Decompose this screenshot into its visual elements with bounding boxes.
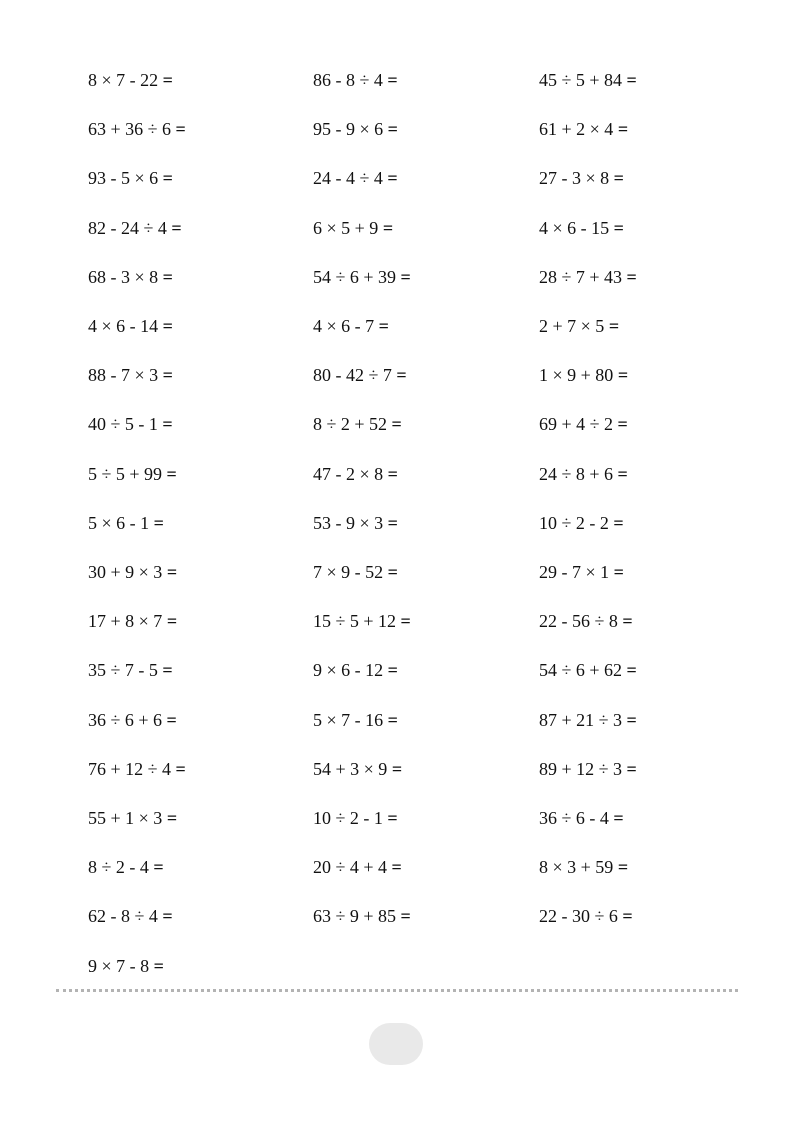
math-problem: 36 ÷ 6 - 4 = <box>539 808 624 828</box>
math-problem: 4 × 6 - 7 = <box>313 316 389 336</box>
math-problem: 8 × 3 + 59 = <box>539 857 629 878</box>
math-problem: 86 - 8 ÷ 4 = <box>313 70 398 90</box>
math-problem: 61 + 2 × 4 = <box>539 119 629 140</box>
math-problem: 10 ÷ 2 - 1 = <box>313 808 398 828</box>
math-problem: 4 × 6 - 14 = <box>88 316 173 336</box>
math-problem: 17 + 8 × 7 = <box>88 611 178 632</box>
math-problem: 24 ÷ 8 + 6 = <box>539 463 628 484</box>
math-problem: 63 ÷ 9 + 85 = <box>313 906 411 927</box>
math-problem: 7 × 9 - 52 = <box>313 562 398 582</box>
math-problem: 5 × 7 - 16 = <box>313 709 398 730</box>
math-problem: 6 × 5 + 9 = <box>313 217 394 238</box>
math-problem: 53 - 9 × 3 = <box>313 512 398 533</box>
math-problem: 5 × 6 - 1 = <box>88 512 164 533</box>
math-problem: 27 - 3 × 8 = <box>539 168 624 189</box>
page-number-badge <box>369 1023 423 1065</box>
math-problem: 5 ÷ 5 + 99 = <box>88 463 177 484</box>
math-problem: 54 + 3 × 9 = <box>313 758 403 779</box>
math-problem: 89 + 12 ÷ 3 = <box>539 758 637 779</box>
math-problem: 80 - 42 ÷ 7 = <box>313 365 407 386</box>
math-problem: 68 - 3 × 8 = <box>88 266 173 287</box>
math-problem: 30 + 9 × 3 = <box>88 562 178 582</box>
math-problem: 36 ÷ 6 + 6 = <box>88 709 177 730</box>
math-problem: 2 + 7 × 5 = <box>539 316 620 336</box>
math-problem: 63 + 36 ÷ 6 = <box>88 119 186 140</box>
math-problem: 45 ÷ 5 + 84 = <box>539 70 637 90</box>
math-problem: 35 ÷ 7 - 5 = <box>88 660 173 681</box>
math-problem: 20 ÷ 4 + 4 = <box>313 857 402 878</box>
math-problem: 10 ÷ 2 - 2 = <box>539 512 624 533</box>
math-problem: 54 ÷ 6 + 39 = <box>313 266 411 287</box>
math-problem: 8 ÷ 2 + 52 = <box>313 414 402 435</box>
math-problem: 93 - 5 × 6 = <box>88 168 173 189</box>
math-problem: 55 + 1 × 3 = <box>88 808 178 828</box>
math-problem: 29 - 7 × 1 = <box>539 562 624 582</box>
math-problem: 62 - 8 ÷ 4 = <box>88 906 173 927</box>
math-problem: 24 - 4 ÷ 4 = <box>313 168 398 189</box>
math-problem: 88 - 7 × 3 = <box>88 365 173 386</box>
math-problem: 8 × 7 - 22 = <box>88 70 173 90</box>
math-problem: 40 ÷ 5 - 1 = <box>88 414 173 435</box>
math-problem: 47 - 2 × 8 = <box>313 463 398 484</box>
math-problem: 22 - 30 ÷ 6 = <box>539 906 633 927</box>
math-problem: 9 × 6 - 12 = <box>313 660 398 681</box>
math-problem: 69 + 4 ÷ 2 = <box>539 414 628 435</box>
math-problem: 9 × 7 - 8 = <box>88 955 164 976</box>
math-problem: 76 + 12 ÷ 4 = <box>88 758 186 779</box>
math-problem: 28 ÷ 7 + 43 = <box>539 266 637 287</box>
math-problem: 4 × 6 - 15 = <box>539 217 624 238</box>
math-problem: 8 ÷ 2 - 4 = <box>88 857 164 878</box>
math-problem: 54 ÷ 6 + 62 = <box>539 660 637 681</box>
math-problem: 22 - 56 ÷ 8 = <box>539 611 633 632</box>
dotted-divider <box>56 989 738 992</box>
math-problem: 15 ÷ 5 + 12 = <box>313 611 411 632</box>
math-problem: 87 + 21 ÷ 3 = <box>539 709 637 730</box>
math-problem: 1 × 9 + 80 = <box>539 365 629 386</box>
math-problem: 95 - 9 × 6 = <box>313 119 398 140</box>
math-problem: 82 - 24 ÷ 4 = <box>88 217 182 238</box>
